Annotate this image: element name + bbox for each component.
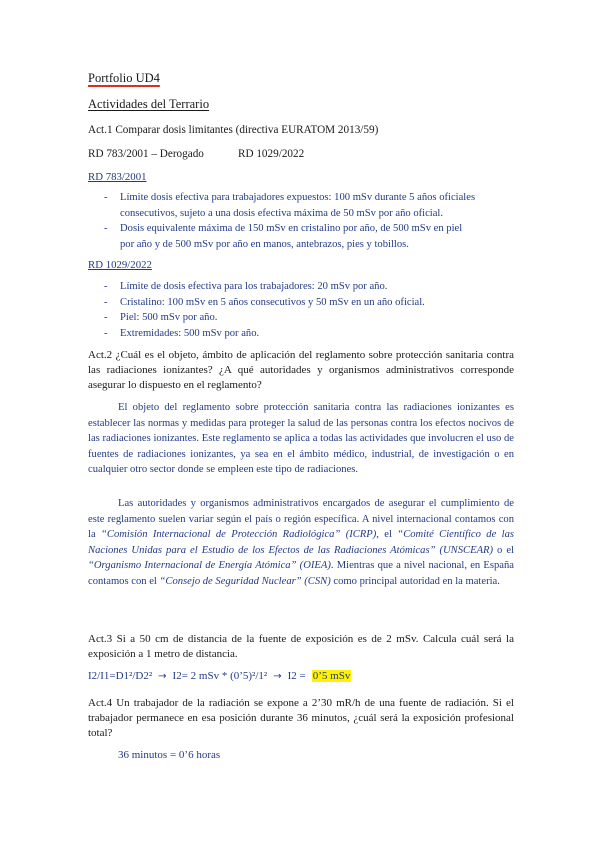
list-item-text: Cristalino: 100 mSv en 5 años consecutivos y 50 mSv en un año oficial. [120,296,425,308]
bullet-dash: - [104,281,108,292]
list-item [88,237,514,253]
icrp-name: “Comisión Internacional de Protección Radiológica” (ICRP) [101,529,377,541]
list-item-text: Piel: 500 mSv por año. [120,312,218,323]
section-b-title: RD 1029/2022 [88,259,152,271]
bullet-dash: - [104,327,108,339]
act2-answer-autoridades [88,496,514,590]
section-a-list [88,190,514,252]
list-item-text: Límite de dosis efectiva para los trabajadores: 20 mSv por año. [120,281,388,292]
unscear-name: “Comité Científico de las Naciones Unidas para el Estudio de los Efectos de las Radiaciones Atómicas” (UNSCEAR) [88,529,514,556]
section-a-title: RD 783/2001 [88,171,147,183]
section-b-list [88,279,514,341]
answer-text: como principal autoridad en la materia. [330,575,500,587]
act4-answer: 36 minutos = 0’6 horas [118,749,221,761]
act1-compare-left: RD 783/2001 – Derogado [88,148,204,160]
list-item-text: por año y de 500 mSv por año en manos, antebrazos, pies y tobillos. [120,238,409,250]
answer-text: , el [376,529,398,541]
list-item [88,279,514,295]
list-item [88,206,514,222]
formula-part-3: I2 = [287,670,306,682]
list-item [88,190,514,206]
list-item [88,295,514,311]
act2-answer-objeto: El objeto del reglamento sobre protección sanitaria contra las radiaciones ionizantes es establecer las normas y medidas para proteger la salud de las personas contra los efectos nocivos de las radiaciones ionizantes. Este reglamento se aplica a todas las actividades que involucren el uso de fuentes de radiaciones ionizantes, ya sea en el ámbito médico, industrial, de investigación o en cualquier otro sector donde se empleen este tipo de radiaciones. [88,402,514,476]
answer-text: . Mientras que a nivel nacional, en España contamos con el [88,560,514,587]
act1-compare-right: RD 1029/2022 [238,148,305,160]
formula-part-2: I2= 2 mSv * (0’5)²/1² [172,670,268,682]
page-subtitle: Actividades del Terrario [88,97,210,111]
list-item-text: consecutivos, sujeto a una dosis efectiva máxima de 50 mSv por año oficial. [120,207,444,219]
list-item-text: Extremidades: 500 mSv por año. [120,327,260,339]
act3-question: Act.3 Si a 50 cm de distancia de la fuente de exposición es de 2 mSv. Calcula cuál será la exposición a 1 metro de distancia. [88,633,514,661]
list-item-text: Límite dosis efectiva para trabajadores expuestos: 100 mSv durante 5 años oficiales [120,192,476,203]
list-item [88,310,514,326]
bullet-dash: - [104,192,108,203]
act3-formula [88,670,351,682]
bullet-dash: - [104,223,108,234]
csn-name: “Consejo de Seguridad Nuclear” (CSN) [159,575,331,587]
bullet-dash: - [104,296,108,308]
list-item [88,221,514,237]
arrow-right-icon: → [273,670,282,682]
formula-part-1: I2/I1=D1²/D2² [88,670,153,682]
bullet-dash: - [104,312,108,323]
answer-text: Las autoridades y organismos administrativos encargados de asegurar el cumplimiento de este reglamento suelen variar según el país o región específica. A nivel internacional contamos con la [88,498,514,541]
act1-heading: Act.1 Comparar dosis limitantes (directiva EURATOM 2013/59) [88,124,379,136]
arrow-right-icon: → [158,670,167,682]
list-item-text: Dosis equivalente máxima de 150 mSv en cristalino por año, de 500 mSv en piel [120,223,463,234]
list-item [88,326,514,342]
oiea-name: “Organismo Internacional de Energía Atómica” (OIEA) [88,560,331,572]
act4-question: Act.4 Un trabajador de la radiación se expone a 2’30 mR/h de una fuente de radiación. Si el trabajador permanece en esa posición durante 36 minutos, ¿cuál será la exposición profesional total? [88,697,514,740]
answer-text: o el [493,544,514,556]
act2-question: Act.2 ¿Cuál es el objeto, ámbito de aplicación del reglamento sobre protección sanitaria contra las radiaciones ionizantes? ¿A qué autoridades y organismos administrativos corresponde asegurar lo dispuesto en el reglamento? [88,349,514,392]
page-title: Portfolio UD4 [88,71,160,85]
act3-result-highlight: 0’5 mSv [312,670,351,682]
